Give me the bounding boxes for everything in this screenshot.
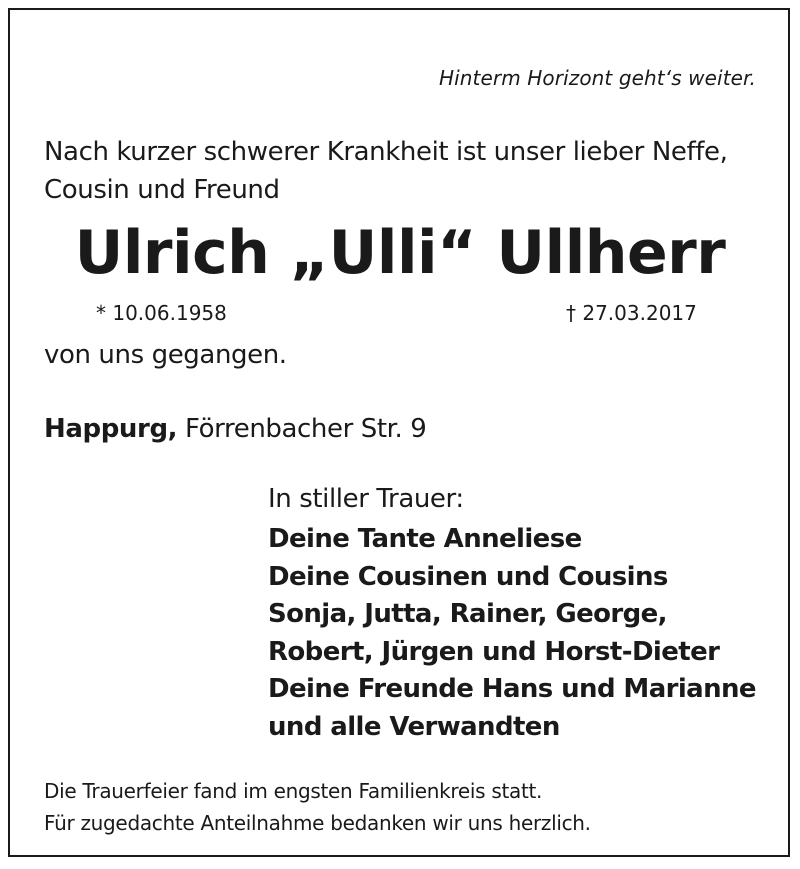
- mourner-line: Robert, Jürgen und Horst-Dieter: [268, 636, 720, 667]
- footer-line: Die Trauerfeier fand im engsten Familienkreis statt.: [44, 779, 543, 803]
- motto: Hinterm Horizont geht‘s weiter.: [438, 66, 756, 90]
- intro-line: Nach kurzer schwerer Krankheit ist unser lieber Neffe,: [44, 137, 728, 167]
- address-place: Happurg,: [44, 414, 178, 444]
- address: [44, 414, 426, 444]
- birth-date: * 10.06.1958: [96, 301, 227, 325]
- mourners-list: [268, 521, 756, 746]
- passed-away-text: von uns gegangen.: [44, 340, 287, 370]
- intro-text: [44, 133, 727, 209]
- footer-line: Für zugedachte Anteilnahme bedanken wir uns herzlich.: [44, 811, 591, 835]
- mourner-line: Deine Cousinen und Cousins: [268, 561, 668, 592]
- mourner-line: und alle Verwandten: [268, 711, 560, 742]
- mourner-line: Sonja, Jutta, Rainer, George,: [268, 599, 667, 629]
- footer-text: [44, 775, 591, 839]
- mourner-line: Deine Tante Anneliese: [268, 524, 582, 554]
- death-date: † 27.03.2017: [566, 301, 697, 325]
- mourner-line: Deine Freunde Hans und Marianne: [268, 674, 756, 704]
- mourning-heading: In stiller Trauer:: [268, 484, 464, 514]
- intro-line: Cousin und Freund: [44, 175, 280, 205]
- address-street: Förrenbacher Str. 9: [185, 414, 427, 444]
- deceased-name: Ulrich „Ulli“ Ullherr: [74, 218, 726, 288]
